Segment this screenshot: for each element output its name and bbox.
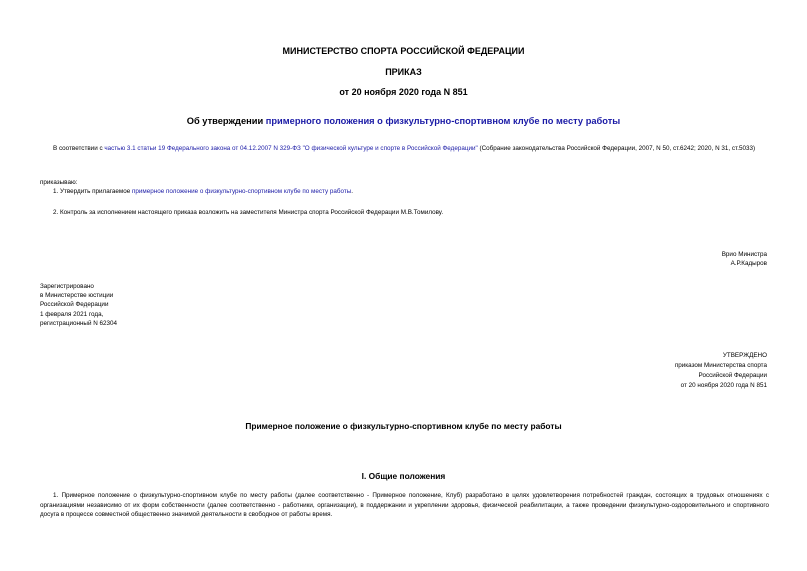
registration-line-3: Российской Федерации (40, 301, 109, 308)
preamble-text-2: (Собрание законодательства Российской Федерации, 2007, N 50, ст.6242; 2020, N 31, ст.5033) (477, 145, 756, 152)
approved-line-4: от 20 ноября 2020 года N 851 (680, 382, 767, 389)
signature-position: Врио Министра (721, 251, 767, 258)
title-link[interactable]: примерного положения о физкультурно-спортивном клубе по месту работы (265, 116, 621, 126)
ministry-heading: МИНИСТЕРСТВО СПОРТА РОССИЙСКОЙ ФЕДЕРАЦИИ (282, 46, 525, 56)
order-item-1 (53, 187, 353, 197)
registration-line-4: 1 февраля 2021 года, (40, 311, 104, 318)
approved-line-2: приказом Министерства спорта (674, 362, 767, 369)
registration-line-1: Зарегистрировано (40, 283, 94, 290)
doc-date-number: от 20 ноября 2020 года N 851 (339, 87, 468, 97)
preamble-paragraph (40, 144, 769, 154)
order-word: приказываю: (40, 179, 78, 186)
annex-title: Примерное положение о физкультурно-спортивном клубе по месту работы (245, 421, 562, 431)
doc-type-heading: ПРИКАЗ (385, 67, 422, 77)
registration-line-2: в Министерстве юстиции (40, 292, 114, 299)
title-prefix: Об утверждении (186, 116, 266, 126)
item1-link[interactable]: примерное положение о физкультурно-спортивном клубе по месту работы (131, 188, 352, 195)
preamble-law-link[interactable]: частью 3.1 статьи 19 Федерального закона от 04.12.2007 N 329-ФЗ "О физической культуре и спорте в Российской Федерации" (104, 145, 478, 152)
preamble-text-1: В соответствии с (53, 145, 105, 152)
section-paragraph-1: 1. Примерное положение о физкультурно-спортивном клубе по месту работы (далее соответственно - Примерное положение, Клуб) разработано в целях удовлетворения потребностей граждан, состоящих в трудовых отношениях с организациями независимо от их форм собственности (далее соответственно - работники, организации), в поддержании и укреплении здоровья, физической реабилитации, а также проведении физкультурно-оздоровительного и спортивного досуга в процессе совместной общественно значимой деятельности в свободное от работы время. (40, 492, 769, 518)
approved-line-1: УТВЕРЖДЕНО (722, 352, 767, 359)
item1-prefix: 1. Утвердить прилагаемое (53, 188, 132, 195)
approved-line-3: Российской Федерации (698, 372, 767, 379)
item1-suffix: . (351, 188, 353, 195)
order-item-2: 2. Контроль за исполнением настоящего приказа возложить на заместителя Министра спорта Российской Федерации М.В.Томилову. (53, 209, 444, 216)
registration-line-5: регистрационный N 62304 (40, 320, 118, 327)
document-title (0, 116, 807, 126)
signature-name: А.Р.Кадыров (730, 260, 767, 267)
section-heading: I. Общие положения (361, 471, 446, 481)
